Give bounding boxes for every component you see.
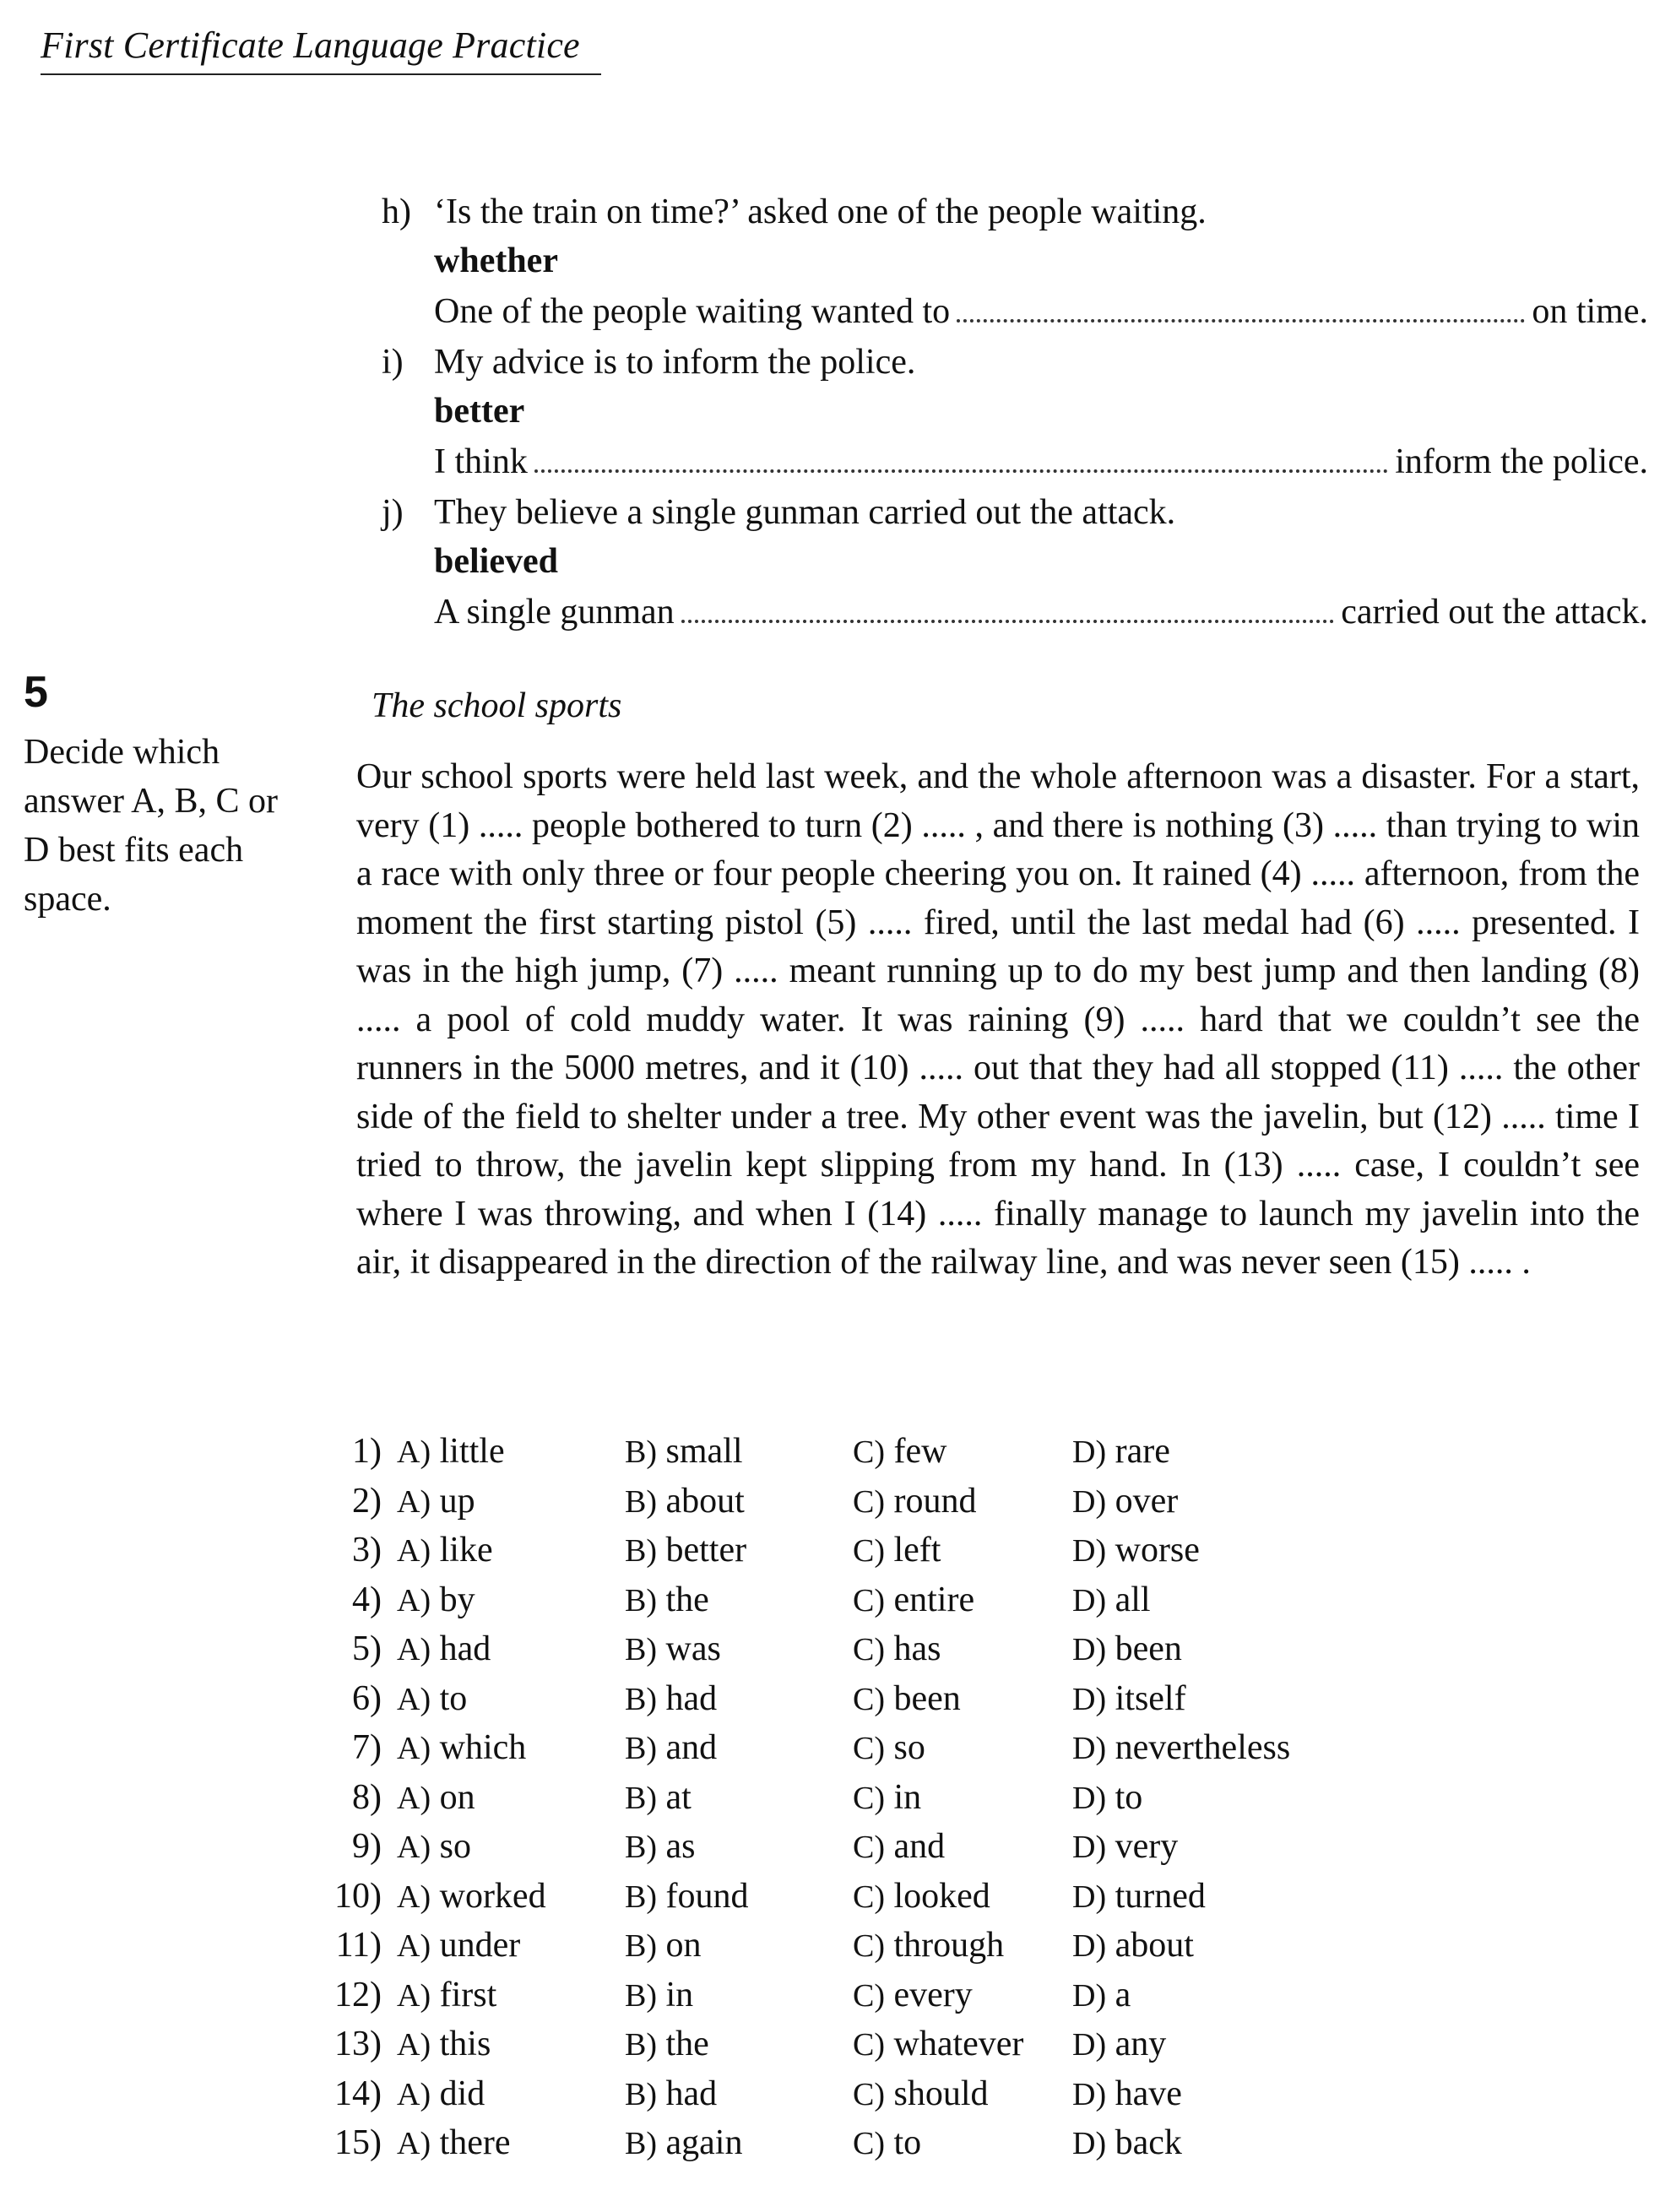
option-b[interactable]	[625, 1678, 853, 1719]
option-d[interactable]	[1072, 1925, 1342, 1965]
option-word: worse	[1115, 1531, 1200, 1570]
option-row	[304, 2020, 1402, 2069]
option-d[interactable]	[1072, 1481, 1342, 1521]
option-b[interactable]	[625, 1876, 853, 1917]
option-a[interactable]	[397, 1925, 625, 1965]
option-row	[304, 1477, 1402, 1526]
option-letter: C)	[853, 1928, 885, 1965]
option-c[interactable]	[853, 2024, 1072, 2064]
option-c[interactable]	[853, 1629, 1072, 1669]
option-letter: B)	[625, 1830, 657, 1866]
option-word: left	[893, 1531, 941, 1570]
option-word: and	[665, 1728, 718, 1768]
option-b[interactable]	[625, 1727, 853, 1768]
option-d[interactable]	[1072, 2074, 1342, 2114]
option-letter: D)	[1072, 1928, 1107, 1965]
option-word: entire	[893, 1580, 975, 1619]
question-number: 1)	[352, 1432, 382, 1472]
option-letter: B)	[625, 1977, 657, 2014]
option-letter: D)	[1072, 1830, 1107, 1866]
option-word: worked	[439, 1876, 546, 1916]
option-letter: D)	[1072, 1483, 1107, 1520]
option-letter: C)	[853, 2126, 885, 2162]
option-letter: A)	[397, 1780, 431, 1816]
option-letter: A)	[397, 1977, 431, 2014]
option-row	[304, 1575, 1402, 1625]
passage-title: The school sports	[372, 686, 622, 725]
option-row	[304, 1822, 1402, 1872]
option-word: so	[893, 1728, 925, 1768]
option-word: to	[1115, 1777, 1143, 1817]
option-word: did	[439, 2074, 485, 2113]
option-letter: C)	[853, 1582, 885, 1618]
option-b[interactable]	[625, 2074, 853, 2114]
option-word: under	[439, 1926, 521, 1965]
option-word: in	[665, 1975, 694, 2014]
option-word: have	[1115, 2074, 1182, 2113]
option-letter: C)	[853, 2027, 885, 2063]
option-a[interactable]	[397, 1481, 625, 1521]
option-letter: D)	[1072, 1780, 1107, 1816]
option-word: on	[665, 1926, 702, 1965]
option-word: on	[439, 1777, 475, 1817]
option-d[interactable]	[1072, 1975, 1342, 2015]
option-letter: B)	[625, 1928, 657, 1965]
option-c[interactable]	[853, 1925, 1072, 1965]
option-word: all	[1115, 1580, 1151, 1619]
option-letter: B)	[625, 1780, 657, 1816]
option-word: so	[439, 1827, 471, 1867]
option-d[interactable]	[1072, 1826, 1342, 1867]
option-letter: A)	[397, 2027, 431, 2063]
option-a[interactable]	[397, 1431, 625, 1472]
option-d[interactable]	[1072, 1431, 1342, 1472]
option-letter: D)	[1072, 1632, 1107, 1668]
option-word: whatever	[893, 2025, 1024, 2064]
option-letter: A)	[397, 1533, 431, 1570]
option-word: this	[439, 2025, 491, 2064]
option-word: again	[665, 2123, 743, 2163]
option-letter: A)	[397, 1879, 431, 1915]
option-c[interactable]	[853, 1530, 1072, 1570]
item-sentence: They believe a single gunman carried out the attack.	[434, 493, 1176, 532]
option-c[interactable]	[853, 1580, 1072, 1620]
option-b[interactable]	[625, 1580, 853, 1620]
option-c[interactable]	[853, 2074, 1072, 2114]
option-letter: B)	[625, 2027, 657, 2063]
option-d[interactable]	[1072, 1678, 1342, 1719]
question-number: 12)	[334, 1975, 382, 2014]
option-a[interactable]	[397, 2074, 625, 2114]
option-a[interactable]	[397, 1629, 625, 1669]
option-letter: C)	[853, 1483, 885, 1520]
option-word: should	[893, 2074, 989, 2113]
option-letter: A)	[397, 1434, 431, 1471]
option-c[interactable]	[853, 1975, 1072, 2015]
option-word: and	[893, 1827, 946, 1867]
option-word: up	[439, 1481, 475, 1521]
option-letter: C)	[853, 2076, 885, 2112]
option-letter: B)	[625, 1434, 657, 1471]
answer-gap[interactable]	[534, 441, 1388, 473]
option-a[interactable]	[397, 1876, 625, 1917]
option-word: rare	[1115, 1432, 1170, 1472]
option-a[interactable]	[397, 2024, 625, 2064]
option-c[interactable]	[853, 1826, 1072, 1867]
question-number: 14)	[334, 2074, 382, 2113]
option-d[interactable]	[1072, 2024, 1342, 2064]
question-number: 5)	[352, 1629, 382, 1669]
transformation-item-j	[382, 488, 1648, 638]
question-number: 11)	[335, 1926, 382, 1965]
option-word: was	[665, 1629, 721, 1669]
answer-gap[interactable]	[957, 290, 1525, 323]
option-letter: D)	[1072, 2027, 1107, 2063]
option-c[interactable]	[853, 1481, 1072, 1521]
option-letter: B)	[625, 1879, 657, 1915]
answer-lead: One of the people waiting wanted to	[434, 292, 951, 331]
option-b[interactable]	[625, 1629, 853, 1669]
option-letter: C)	[853, 1533, 885, 1570]
option-d[interactable]	[1072, 1727, 1342, 1768]
option-a[interactable]	[397, 1777, 625, 1818]
option-word: few	[893, 1432, 947, 1472]
option-letter: C)	[853, 1632, 885, 1668]
option-word: nevertheless	[1115, 1728, 1291, 1768]
option-word: had	[665, 2074, 718, 2113]
option-letter: B)	[625, 1483, 657, 1520]
option-word: found	[665, 1876, 749, 1916]
option-letter: D)	[1072, 1582, 1107, 1618]
option-b[interactable]	[625, 1777, 853, 1818]
question-number: 15)	[334, 2123, 382, 2163]
exercise-instruction: Decide which answer A, B, C or D best fits each space.	[24, 733, 278, 919]
option-letter: B)	[625, 1533, 657, 1570]
item-sentence: ‘Is the train on time?’ asked one of the people waiting.	[434, 192, 1207, 231]
option-word: as	[665, 1827, 696, 1867]
cloze-passage: Our school sports were held last week, and the whole afternoon was a disaster. For a start, very (1) ..... people bothered to turn (2) ..... , and there is nothing (3) ..... than trying to win a race with only three or four people cheering you on. It rained (4) ..... afternoon, from the moment the first starting pistol (5) ..... fired, until the last medal had (6) ..... presented. I was in the high jump, (7) ..... meant running up to do my best jump and then landing (8) ..... a pool of cold muddy water. It was raining (9) ..... hard that we couldn’t see the runners in the 5000 metres, and it (10) ..... out that they had all stopped (11) ..... the other side of the field to shelter under a tree. My other event was the javelin, but (12) ..... time I tried to throw, the javelin kept slipping from my hand. In (13) ..... case, I couldn’t see where I was throwing, and when I (14) ..... finally manage to launch my javelin into the air, it disappeared in the direction of the railway line, and was never seen (15) ..... .	[356, 757, 1640, 1282]
option-word: been	[1115, 1629, 1182, 1669]
option-b[interactable]	[625, 2123, 853, 2163]
answer-line	[434, 586, 1648, 638]
option-c[interactable]	[853, 1876, 1072, 1917]
option-word: to	[439, 1678, 468, 1718]
option-letter: D)	[1072, 1533, 1107, 1570]
question-number: 4)	[352, 1580, 382, 1619]
option-letter: C)	[853, 1681, 885, 1717]
option-word: has	[893, 1629, 941, 1669]
option-letter: A)	[397, 1830, 431, 1866]
option-c[interactable]	[853, 1431, 1072, 1472]
exercise-number: 5	[24, 668, 48, 717]
option-d[interactable]	[1072, 2123, 1342, 2163]
answer-line	[434, 285, 1648, 338]
option-letter: D)	[1072, 2076, 1107, 2112]
option-word: had	[665, 1678, 718, 1718]
option-letter: D)	[1072, 1681, 1107, 1717]
running-header: First Certificate Language Practice	[41, 24, 601, 75]
option-word: the	[665, 2025, 709, 2064]
option-word: by	[439, 1580, 475, 1619]
option-word: round	[893, 1481, 977, 1521]
option-b[interactable]	[625, 2024, 853, 2064]
option-letter: C)	[853, 1731, 885, 1767]
option-a[interactable]	[397, 1580, 625, 1620]
option-row	[304, 1427, 1402, 1477]
option-word: any	[1115, 2025, 1167, 2064]
question-number: 2)	[352, 1481, 382, 1521]
option-word: small	[665, 1432, 743, 1472]
question-number: 3)	[352, 1531, 382, 1570]
option-row	[304, 1872, 1402, 1922]
answer-tail: inform the police.	[1395, 442, 1648, 481]
item-keyword: better	[434, 392, 525, 431]
option-letter: C)	[853, 1434, 885, 1471]
answer-line	[434, 436, 1648, 488]
transformation-item-h	[382, 187, 1648, 338]
option-d[interactable]	[1072, 1876, 1342, 1917]
option-word: about	[1115, 1926, 1194, 1965]
option-letter: D)	[1072, 1977, 1107, 2014]
option-word: a	[1115, 1975, 1131, 2014]
option-letter: C)	[853, 1879, 885, 1915]
option-a[interactable]	[397, 1727, 625, 1768]
option-letter: A)	[397, 1681, 431, 1717]
option-c[interactable]	[853, 1727, 1072, 1768]
option-word: turned	[1115, 1876, 1206, 1916]
option-letter: D)	[1072, 1879, 1107, 1915]
answer-tail: on time.	[1532, 292, 1648, 331]
question-number: 6)	[352, 1678, 382, 1718]
item-letter: j)	[382, 493, 404, 532]
option-letter: D)	[1072, 1434, 1107, 1471]
option-a[interactable]	[397, 1975, 625, 2015]
option-word: over	[1115, 1481, 1179, 1521]
option-a[interactable]	[397, 1530, 625, 1570]
option-letter: C)	[853, 1780, 885, 1816]
answer-tail: carried out the attack.	[1341, 593, 1648, 632]
option-word: about	[665, 1481, 745, 1521]
option-b[interactable]	[625, 1481, 853, 1521]
option-letter: A)	[397, 1731, 431, 1767]
option-a[interactable]	[397, 1678, 625, 1719]
option-row	[304, 1674, 1402, 1724]
item-letter: h)	[382, 192, 411, 231]
item-letter: i)	[382, 343, 404, 382]
question-number: 10)	[334, 1876, 382, 1916]
question-number: 7)	[352, 1728, 382, 1768]
option-word: back	[1115, 2123, 1182, 2163]
option-word: which	[439, 1728, 527, 1768]
answer-lead: A single gunman	[434, 593, 675, 632]
option-word: every	[893, 1975, 973, 2014]
option-d[interactable]	[1072, 1530, 1342, 1570]
option-word: been	[893, 1678, 961, 1718]
option-row	[304, 1624, 1402, 1674]
option-c[interactable]	[853, 1777, 1072, 1818]
answer-lead: I think	[434, 442, 528, 481]
option-a[interactable]	[397, 1826, 625, 1867]
option-row	[304, 1921, 1402, 1971]
option-word: in	[893, 1777, 922, 1817]
option-letter: D)	[1072, 2126, 1107, 2162]
option-b[interactable]	[625, 1975, 853, 2015]
transformation-list	[382, 187, 1648, 638]
option-letter: A)	[397, 1483, 431, 1520]
option-letter: A)	[397, 2076, 431, 2112]
option-letter: C)	[853, 1830, 885, 1866]
option-word: looked	[893, 1876, 990, 1916]
question-number: 8)	[352, 1777, 382, 1817]
option-d[interactable]	[1072, 1629, 1342, 1669]
option-a[interactable]	[397, 2123, 625, 2163]
option-letter: A)	[397, 1632, 431, 1668]
option-word: had	[439, 1629, 491, 1669]
answer-gap[interactable]	[681, 591, 1335, 623]
option-letter: B)	[625, 1731, 657, 1767]
option-word: better	[665, 1531, 747, 1570]
question-number: 9)	[352, 1827, 382, 1867]
option-b[interactable]	[625, 1530, 853, 1570]
option-letter: A)	[397, 2126, 431, 2162]
option-letter: B)	[625, 1681, 657, 1717]
option-letter: A)	[397, 1582, 431, 1618]
option-letter: C)	[853, 1977, 885, 2014]
option-word: like	[439, 1531, 493, 1570]
option-b[interactable]	[625, 1826, 853, 1867]
option-b[interactable]	[625, 1431, 853, 1472]
option-letter: B)	[625, 2126, 657, 2162]
option-c[interactable]	[853, 1678, 1072, 1719]
option-letter: B)	[625, 1582, 657, 1618]
option-word: through	[893, 1926, 1005, 1965]
item-keyword: believed	[434, 542, 558, 581]
option-row	[304, 2069, 1402, 2119]
item-sentence: My advice is to inform the police.	[434, 343, 916, 382]
option-b[interactable]	[625, 1925, 853, 1965]
option-word: at	[665, 1777, 692, 1817]
option-row	[304, 1723, 1402, 1773]
option-word: to	[893, 2123, 922, 2163]
option-letter: B)	[625, 2076, 657, 2112]
option-word: very	[1115, 1827, 1179, 1867]
item-keyword: whether	[434, 241, 558, 280]
option-word: there	[439, 2123, 511, 2163]
option-word: first	[439, 1975, 497, 2014]
answer-options-grid	[304, 1427, 1402, 2168]
option-letter: A)	[397, 1928, 431, 1965]
option-word: the	[665, 1580, 709, 1619]
option-letter: D)	[1072, 1731, 1107, 1767]
question-number: 13)	[334, 2025, 382, 2064]
option-c[interactable]	[853, 2123, 1072, 2163]
option-row	[304, 1526, 1402, 1575]
option-row	[304, 1773, 1402, 1823]
option-d[interactable]	[1072, 1580, 1342, 1620]
option-word: little	[439, 1432, 505, 1472]
option-row	[304, 2118, 1402, 2168]
option-row	[304, 1971, 1402, 2020]
transformation-item-i	[382, 338, 1648, 488]
option-d[interactable]	[1072, 1777, 1342, 1818]
option-letter: B)	[625, 1632, 657, 1668]
option-word: itself	[1115, 1678, 1186, 1718]
